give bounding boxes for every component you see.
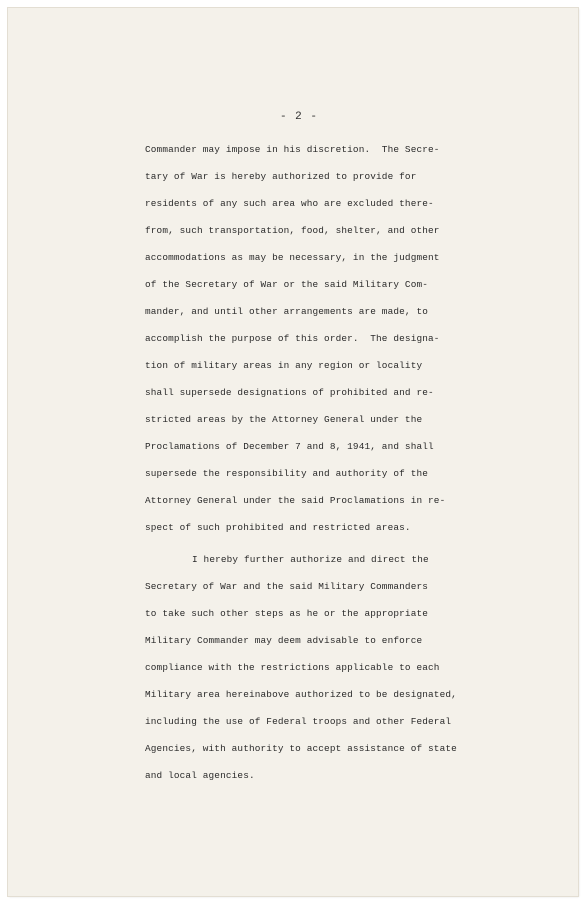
text-line: Agencies, with authority to accept assistance of state — [145, 743, 457, 754]
text-line: Military Commander may deem advisable to enforce — [145, 635, 423, 646]
text-line: tion of military areas in any region or locality — [145, 360, 423, 371]
text-line: residents of any such area who are excluded there- — [145, 198, 434, 209]
page-number-text: - 2 - — [279, 111, 318, 123]
text-line: of the Secretary of War or the said Military Com- — [145, 279, 429, 290]
text-line: Attorney General under the said Proclamations in re- — [145, 495, 446, 506]
text-line: spect of such prohibited and restricted areas. — [145, 522, 411, 533]
text-line: accomplish the purpose of this order. The designa- — [145, 333, 440, 344]
text-line: tary of War is hereby authorized to provide for — [145, 171, 417, 182]
document-page — [8, 8, 578, 896]
text-line: Military area hereinabove authorized to be designated, — [145, 689, 457, 700]
body-text — [145, 136, 485, 789]
paragraph-2 — [145, 546, 485, 789]
paragraph-1 — [145, 136, 485, 541]
page-number — [8, 111, 578, 123]
text-line: Secretary of War and the said Military Commanders — [145, 581, 429, 592]
text-line: Commander may impose in his discretion. The Secre- — [145, 144, 440, 155]
text-line: mander, and until other arrangements are made, to — [145, 306, 429, 317]
text-line: to take such other steps as he or the appropriate — [145, 608, 429, 619]
text-line: shall supersede designations of prohibited and re- — [145, 387, 434, 398]
text-line: supersede the responsibility and authority of the — [145, 468, 429, 479]
text-line: Proclamations of December 7 and 8, 1941, and shall — [145, 441, 434, 452]
text-line: including the use of Federal troops and other Federal — [145, 716, 452, 727]
text-line: I hereby further authorize and direct the — [192, 554, 429, 565]
text-line: stricted areas by the Attorney General under the — [145, 414, 423, 425]
text-line: accommodations as may be necessary, in the judgment — [145, 252, 440, 263]
text-line: from, such transportation, food, shelter, and other — [145, 225, 440, 236]
text-line: and local agencies. — [145, 770, 255, 781]
text-line: compliance with the restrictions applicable to each — [145, 662, 440, 673]
